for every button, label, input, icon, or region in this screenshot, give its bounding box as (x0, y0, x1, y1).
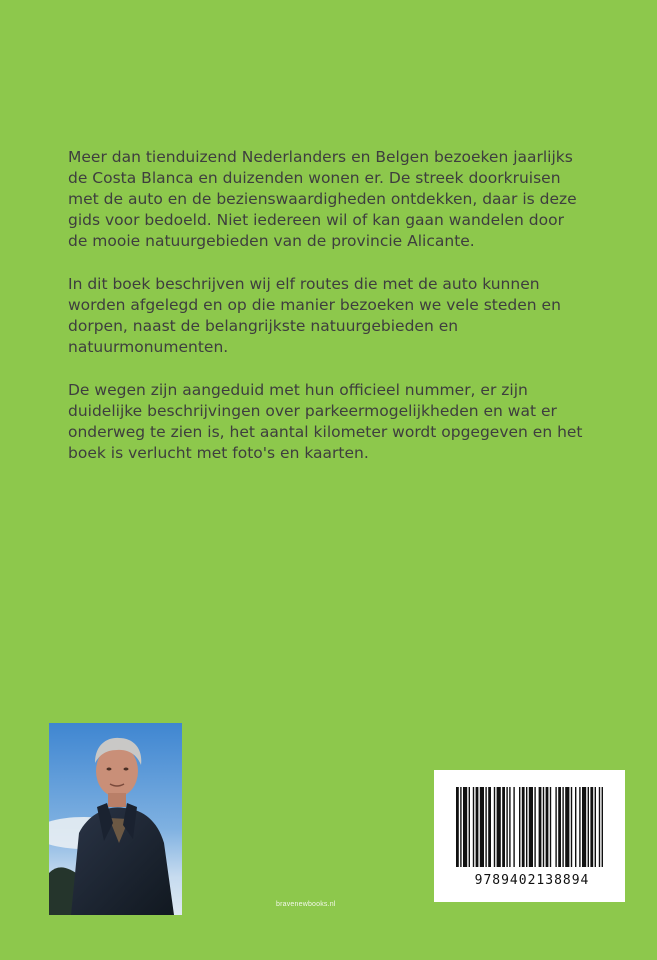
barcode-bar (506, 787, 507, 867)
barcode-bar (599, 787, 600, 867)
barcode-bar (565, 787, 569, 867)
barcode-bar (522, 787, 525, 867)
barcode-bar (502, 787, 505, 867)
barcode-bar (602, 787, 603, 867)
author-photo (49, 723, 182, 915)
barcode-bar (562, 787, 563, 867)
blurb-text (68, 147, 588, 486)
barcode-bar (476, 787, 479, 867)
barcode-bar (543, 787, 544, 867)
barcode-bar (494, 787, 495, 867)
barcode-bar (509, 787, 510, 867)
barcode-bar (456, 787, 459, 867)
barcode-bar (460, 787, 461, 867)
barcode-bar (571, 787, 572, 867)
blurb-paragraph-3: De wegen zijn aangeduid met hun officieel nummer, er zijn duidelijke beschrijvingen over parkeermogelijkheden en wat er onderweg te zien is, het aantal kilometer wordt opgegeven en het boek is verlucht met foto's en kaarten. (68, 381, 583, 462)
barcode-bar (558, 787, 561, 867)
barcode-bar (529, 787, 533, 867)
barcode-bar (546, 787, 549, 867)
barcode-bar (485, 787, 486, 867)
barcode-bar (534, 787, 535, 867)
barcode-bar (469, 787, 470, 867)
barcode-bar (526, 787, 527, 867)
isbn-barcode (434, 770, 625, 902)
barcode-bar (579, 787, 580, 867)
barcode-bar (539, 787, 542, 867)
barcode-bar (519, 787, 520, 867)
barcode-bar (513, 787, 514, 867)
barcode-bar (588, 787, 589, 867)
barcode-bar (595, 787, 596, 867)
barcode-bar (575, 787, 576, 867)
isbn-number: 9789402138894 (474, 873, 590, 888)
barcode-bar (473, 787, 474, 867)
blurb-paragraph-2: In dit boek beschrijven wij elf routes die met de auto kunnen worden afgelegd en op die manier bezoeken we vele steden en dorpen, naast de belangrijkste natuurgebieden en natuurmonumenten. (68, 275, 561, 356)
barcode-bar (488, 787, 491, 867)
barcode-graphic (456, 787, 603, 867)
barcode-bar (582, 787, 586, 867)
barcode-bar (497, 787, 501, 867)
barcode-bar (463, 787, 467, 867)
barcode-bar (590, 787, 593, 867)
blurb-paragraph-1: Meer dan tienduizend Nederlanders en Belgen bezoeken jaarlijks de Costa Blanca en duizenden wonen er. De streek doorkruisen met de auto en de bezienswaardigheden ontdekken, daar is deze gids voor bedoeld. Niet iedereen wil of kan gaan wandelen door de mooie natuurgebieden van de provincie Alicante. (68, 148, 577, 250)
publisher-website: bravenewbooks.nl (276, 901, 336, 908)
barcode-bar (550, 787, 551, 867)
barcode-bar (480, 787, 484, 867)
barcode-bar (555, 787, 556, 867)
